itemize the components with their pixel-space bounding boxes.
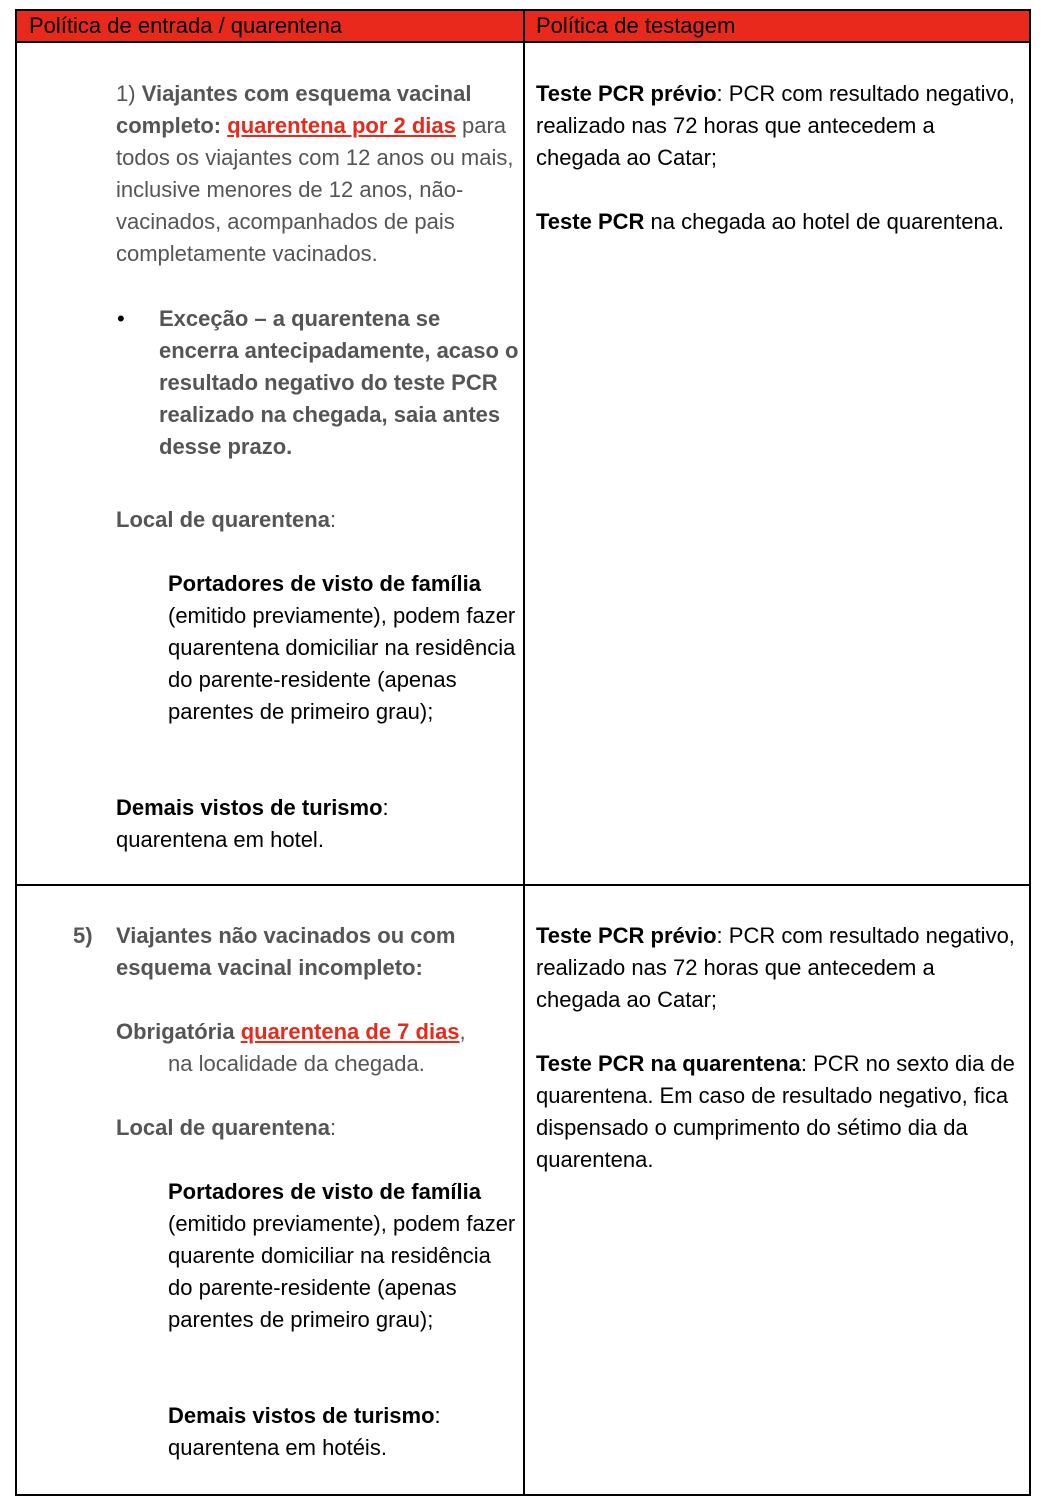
row1-item-number: 1) [116,81,142,106]
row2-quarantine-pcr-label: Teste PCR na quarentena [536,1051,801,1076]
row-divider [17,884,1029,886]
row1-arrival-pcr-text: na chegada ao hotel de quarentena. [644,209,1005,234]
bullet-icon: • [117,306,125,331]
row2-mandatory-label: Obrigatória [116,1019,241,1044]
row2-quarantine-pcr-paragraph [536,1048,1024,1176]
row1-prior-pcr-paragraph [536,78,1024,174]
row1-exception-text: Exceção – a quarentena se encerra antecipadamente, acaso o resultado negativo do teste PCR realizado na chegada, saia antes desse prazo. [159,306,519,459]
row1-local-label-line: Local de quarentena: [116,507,337,532]
row2-tourism-label: Demais vistos de turismo [168,1403,435,1428]
row2-location-text: na localidade da chegada. [168,1051,425,1076]
row1-arrival-pcr-paragraph [536,206,1024,238]
row2-prior-pcr-paragraph [536,920,1024,1016]
header-cell-entry-policy [17,11,524,43]
header-cell-testing-policy [524,11,1029,43]
row1-item-title: Viajantes com esquema vacinal completo: [116,81,472,138]
row2-family-visa-paragraph [168,1176,518,1336]
header-testing-policy-label: Política de testagem [536,13,736,38]
row2-local-label-line: Local de quarentena: [116,1115,337,1140]
row2-mandatory-line [116,1016,516,1048]
row2-quarantine-pcr-text: : PCR no sexto dia de quarentena. Em caso de resultado negativo, fica dispensado o cumprimento do sétimo dia da quarentena. [536,1051,1015,1172]
row2-quarantine-duration-link[interactable]: quarentena de 7 dias [240,1019,460,1044]
column-divider [523,11,525,1494]
row1-family-visa-paragraph [168,568,518,728]
row2-tourism-text: quarentena em hotéis. [168,1435,387,1460]
row2-family-visa-text: (emitido previamente), podem fazer quarente domiciliar na residência do parente-residente (apenas parentes de primeiro grau); [168,1211,516,1332]
row2-comma: , [459,1019,466,1044]
policy-table [15,9,1031,1496]
row1-arrival-pcr-label: Teste PCR [536,209,645,234]
row1-item-body: para todos os viajantes com 12 anos ou mais, inclusive menores de 12 anos, não-vacinados, acompanhados de pais completamente vacinados. [116,113,514,266]
row1-vaccinated-paragraph [116,78,516,270]
row1-family-visa-text: (emitido previamente), podem fazer quarentena domiciliar na residência do parente-residente (apenas parentes de primeiro grau); [168,603,516,724]
row1-tourism-label: Demais vistos de turismo [116,795,383,820]
row1-local-label: Local de quarentena [116,507,330,532]
row1-quarantine-duration-link[interactable]: quarentena por 2 dias [227,113,456,138]
header-entry-policy-label: Política de entrada / quarentena [29,13,343,38]
row2-prior-pcr-text: : PCR com resultado negativo, realizado nas 72 horas que antecedem a chegada ao Catar; [536,923,1015,1012]
row2-local-label: Local de quarentena [116,1115,330,1140]
row2-family-visa-label: Portadores de visto de família [168,1179,481,1204]
row1-prior-pcr-text: : PCR com resultado negativo, realizado nas 72 horas que antecedem a chegada ao Catar; [536,81,1015,170]
row1-tourism-text: quarentena em hotel. [116,827,324,852]
row1-family-visa-label: Portadores de visto de família [168,571,481,596]
row1-tourism-paragraph: Demais vistos de turismo: quarentena em hotel. [116,795,389,852]
row2-item-title: Viajantes não vacinados ou com esquema vacinal incompleto: [116,923,456,980]
row2-tourism-paragraph: Demais vistos de turismo: quarentena em hotéis. [168,1403,441,1460]
row2-prior-pcr-label: Teste PCR prévio [536,923,717,948]
row2-item-number: 5) [73,923,93,948]
row1-prior-pcr-label: Teste PCR prévio [536,81,717,106]
